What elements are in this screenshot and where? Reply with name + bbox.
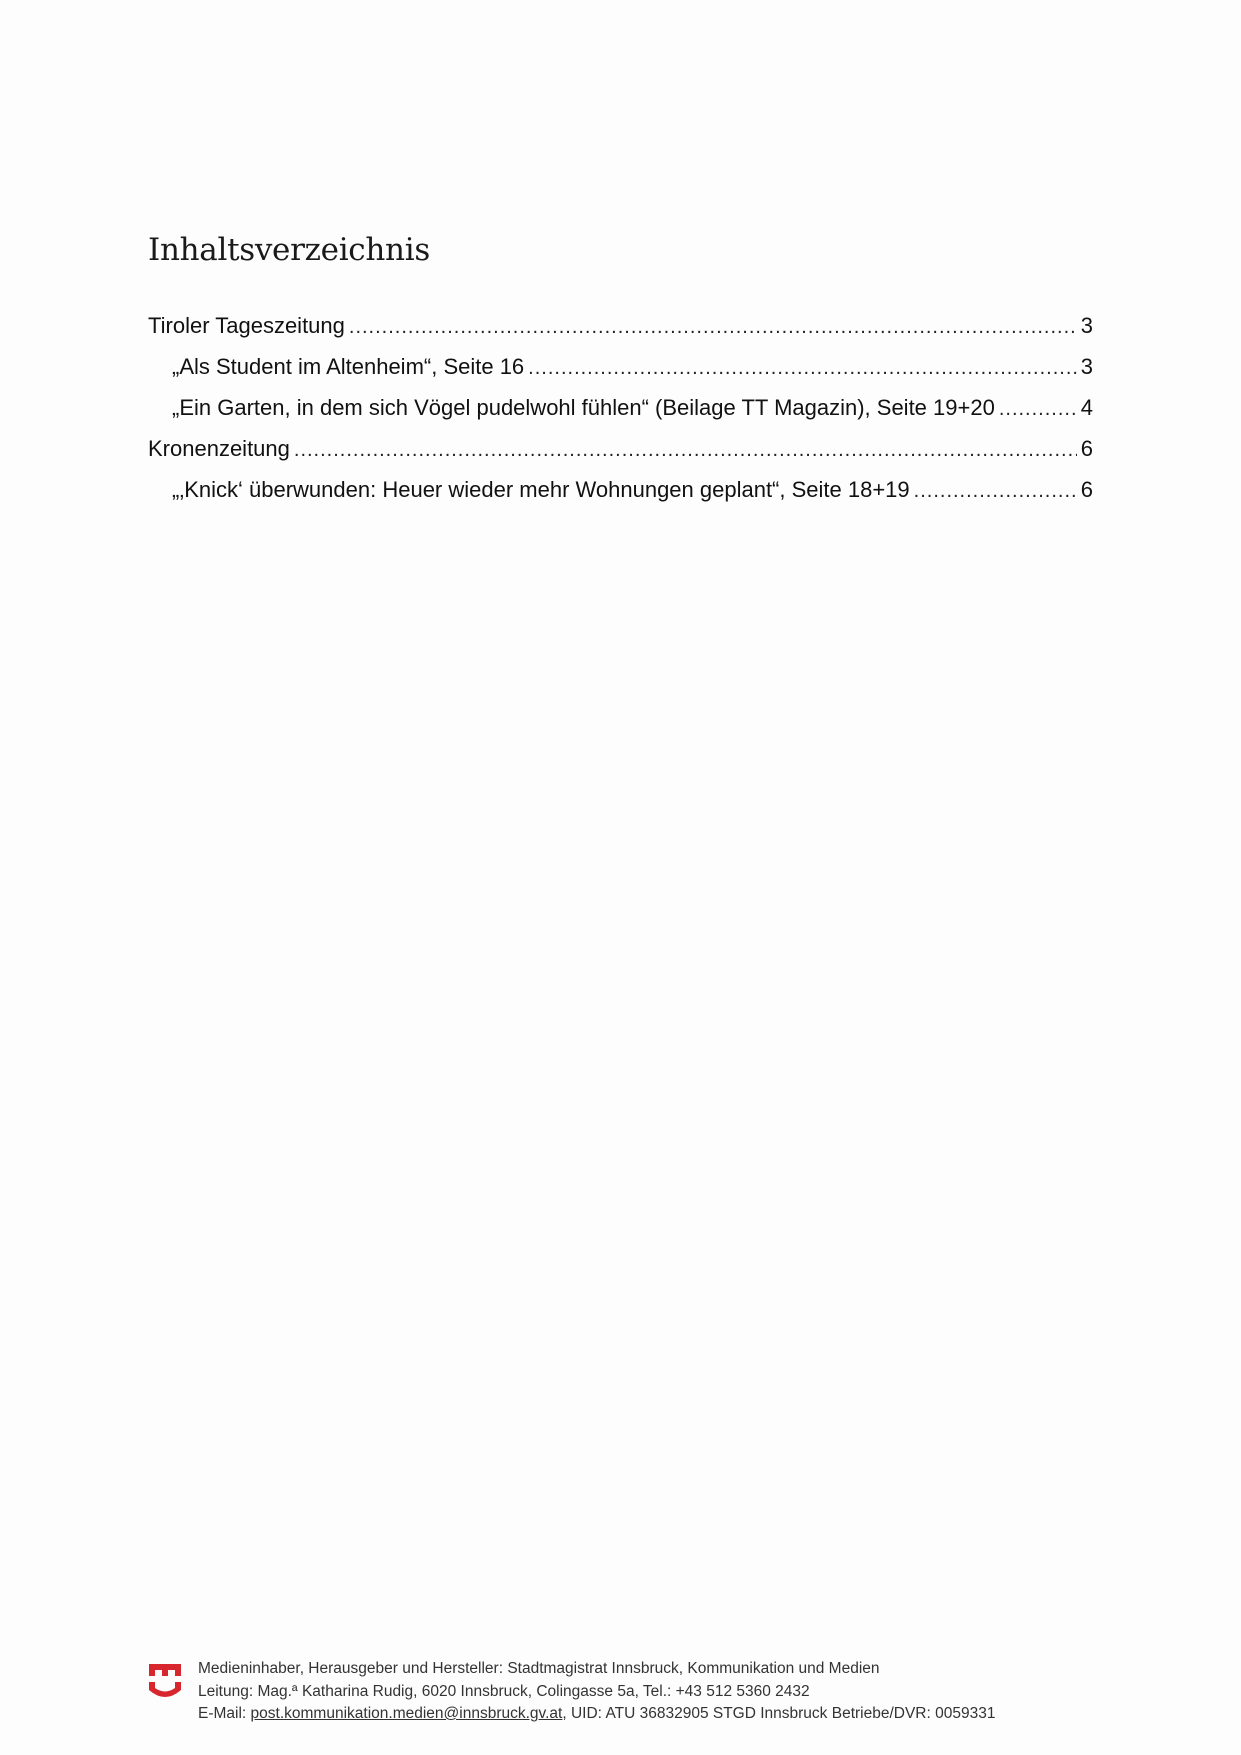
toc-entry-title: „Als Student im Altenheim“, Seite 16 xyxy=(172,354,525,379)
footer-email-label: E-Mail: xyxy=(198,1705,251,1722)
toc-dot-leader xyxy=(349,307,1077,348)
footer-line-email xyxy=(198,1703,995,1726)
toc-page-number: 3 xyxy=(1080,354,1093,379)
toc-heading: Inhaltsverzeichnis xyxy=(148,232,430,268)
toc-page-number: 6 xyxy=(1080,477,1093,502)
footer-email-link[interactable]: post.kommunikation.medien@innsbruck.gv.at xyxy=(250,1705,563,1722)
toc-entry-title: „Ein Garten, in dem sich Vögel pudelwohl fühlen“ (Beilage TT Magazin), Seite 19+20 xyxy=(172,395,995,420)
toc-dot-leader xyxy=(528,348,1077,389)
toc-page-number: 3 xyxy=(1080,313,1093,338)
toc-dot-leader xyxy=(914,471,1077,512)
footer-line-publisher: Medieninhaber, Herausgeber und Hersteller: Stadtmagistrat Innsbruck, Kommunikation und Medien xyxy=(198,1660,880,1677)
footer-line-contact: Leitung: Mag.ª Katharina Rudig, 6020 Innsbruck, Colingasse 5a, Tel.: +43 512 5360 2432 xyxy=(198,1682,810,1700)
toc-dot-leader xyxy=(999,389,1077,430)
toc-page-number: 6 xyxy=(1080,436,1093,461)
toc-page-number: 4 xyxy=(1080,395,1093,420)
toc-entry-title: Tiroler Tageszeitung xyxy=(148,313,345,338)
toc-entry-ein-garten[interactable] xyxy=(148,387,1093,428)
toc-entry-knick[interactable] xyxy=(148,469,1093,510)
page-footer xyxy=(148,1658,995,1726)
footer-registration-info: , UID: ATU 36832905 STGD Innsbruck Betriebe/DVR: 0059331 xyxy=(562,1705,996,1722)
toc-entry-als-student[interactable] xyxy=(148,346,1093,387)
toc-entry-title: „‚Knick‘ überwunden: Heuer wieder mehr Wohnungen geplant“, Seite 18+19 xyxy=(172,477,910,502)
toc-entry-kronenzeitung[interactable] xyxy=(148,428,1093,469)
toc-entry-tiroler-tageszeitung[interactable] xyxy=(148,305,1093,346)
toc-entry-title: Kronenzeitung xyxy=(148,436,290,461)
table-of-contents xyxy=(148,305,1093,510)
toc-dot-leader xyxy=(294,430,1077,471)
innsbruck-logo-icon xyxy=(148,1662,182,1702)
